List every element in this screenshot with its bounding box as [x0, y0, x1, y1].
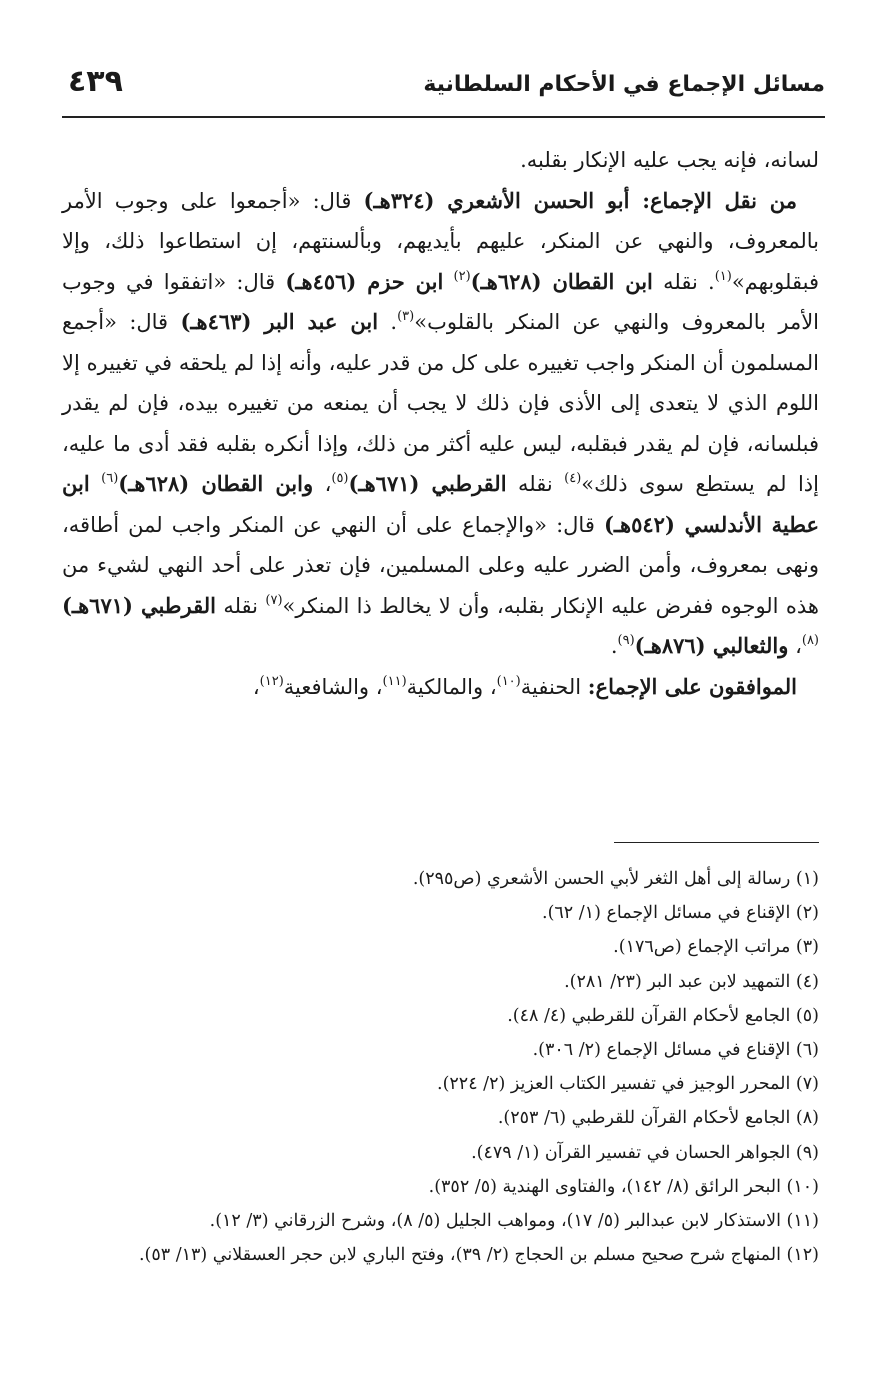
footnote-ref: (٤) [564, 471, 582, 486]
footnote-8: (٨) الجامع لأحكام القرآن للقرطبي (٦/ ٢٥٣). [497, 1108, 819, 1129]
scholar-name: القرطبي (٦٧١هـ) [348, 471, 507, 496]
footnote-ref: (١١) [382, 673, 407, 689]
footnote-ref: (٥) [331, 471, 349, 486]
text-run: ، [788, 634, 802, 658]
text-run: قال: «أجمعوا على وجوب الأمر بالمعروف، والنهي عن المنكر، عليهم بأيديهم، وبألسنتهم، إن استطاعوا ذلك، وإلا فبقلوبهم» [62, 188, 819, 294]
footnote-6: (٦) الإقناع في مسائل الإجماع (٢/ ٣٠٦). [532, 1040, 819, 1061]
footnote-3: (٣) مراتب الإجماع (ص١٧٦). [613, 937, 819, 958]
footnote-ref: (١) [714, 268, 732, 284]
scholar-name: ابن حزم (٤٥٦هـ) [285, 268, 444, 294]
running-title: مسائل الإجماع في الأحكام السلطانية [423, 72, 825, 97]
paragraph-ijma-transmitters [62, 181, 819, 667]
text-run: نقله [215, 593, 266, 618]
footnote-4: (٤) التمهيد لابن عبد البر (٢٣/ ٢٨١). [564, 971, 819, 992]
section-heading-transmitters: من نقل الإجماع: أبو الحسن الأشعري (٣٢٤هـ) [363, 187, 797, 213]
scholar-name: ابن عبد البر (٤٦٣هـ) [180, 309, 379, 334]
text-run: نقله [506, 472, 565, 496]
footnotes [62, 862, 819, 1272]
footnote-2: (٢) الإقناع في مسائل الإجماع (١/ ٦٢). [542, 903, 819, 924]
footnote-ref: (٧) [265, 592, 283, 608]
text-run [443, 270, 453, 294]
section-heading-agreeing: الموافقون على الإجماع: [587, 673, 797, 699]
text-run [90, 472, 101, 496]
paragraph-agreeing-schools [62, 667, 819, 708]
footnote-ref: (٨) [801, 633, 819, 648]
scholar-name: القرطبي (٦٧١هـ) [62, 592, 216, 618]
footnote-ref: (٢) [453, 268, 471, 284]
footnote-ref: (٦) [101, 471, 119, 486]
footnote-1: (١) رسالة إلى أهل الثغر لأبي الحسن الأشعري (ص٢٩٥). [412, 869, 819, 889]
text-run: . [610, 634, 618, 658]
footnote-separator [614, 842, 819, 843]
footnote-9: (٩) الجواهر الحسان في تفسير القرآن (١/ ٤٧٩). [471, 1142, 819, 1163]
text-run: قال: «أجمع المسلمون أن المنكر واجب تغييره على كل من قدر عليه، وأنه إذا لم يلحقه في تغييره إلا اللوم الذي لا يتعدى إلى الأذى فإن ذلك لا يجب أن يمنعه من تغييره بيده، فإن لم يقدر فبلسانه، فإن لم يقدر فبقلبه، ليس عليه أكثر من ذلك، وإذا أنكره بقلبه فقد أدى ما عليه، إذا لم يستطع سوى ذلك» [62, 310, 819, 496]
footnote-ref: (٩) [617, 633, 635, 648]
page-header [62, 64, 825, 118]
text-run: . [378, 310, 398, 334]
footnote-ref: (١٠) [496, 673, 521, 689]
footnote-5: (٥) الجامع لأحكام القرآن للقرطبي (٤/ ٤٨). [507, 1005, 819, 1026]
main-text [62, 140, 819, 707]
text-run: ، والشافعية [283, 674, 383, 699]
text-run: الحنفية [520, 674, 588, 699]
scholar-name: ابن القطان (٦٢٨هـ) [470, 268, 653, 294]
footnote-ref: (٣) [397, 309, 415, 324]
scholar-name: والثعالبي (٨٧٦هـ) [634, 633, 789, 658]
page-number: ٤٣٩ [68, 64, 123, 99]
scholar-name: وابن القطان (٦٢٨هـ) [118, 471, 314, 496]
text-run: قال: «اتفقوا في وجوب الأمر بالمعروف والنهي عن المنكر بالقلوب» [62, 269, 820, 334]
footnote-12: (١٢) المنهاج شرح صحيح مسلم بن الحجاج (٢/ ٣٩)، وفتح الباري لابن حجر العسقلاني (١٣/ ٥٣). [138, 1245, 819, 1266]
paragraph-continuation: لسانه، فإنه يجب عليه الإنكار بقلبه. [520, 148, 819, 172]
footnote-10: (١٠) البحر الرائق (٨/ ١٤٢)، والفتاوى الهندية (٥/ ٣٥٢). [428, 1176, 819, 1197]
footnote-11: (١١) الاستذكار لابن عبدالبر (٥/ ١٧)، ومواهب الجليل (٥/ ٨)، وشرح الزرقاني (٣/ ١٢). [209, 1211, 819, 1232]
text-run: ، والمالكية [406, 674, 497, 699]
footnote-7: (٧) المحرر الوجيز في تفسير الكتاب العزيز (٢/ ٢٢٤). [437, 1074, 819, 1095]
text-run: . نقله [652, 269, 715, 294]
text-run: ، [313, 472, 332, 496]
text-run: قال: «والإجماع على أن النهي عن المنكر واجب لمن أطاقه، ونهى بمعروف، وأمن الضرر عليه وعلى المسلمين، فإن تعذر على أحد النهي لشيء من هذه الوجوه ففرض عليه الإنكار بقلبه، وأن لا يخالط ذا المنكر» [62, 512, 819, 618]
scholar-name: ابن عطية الأندلسي (٥٤٢هـ) [62, 471, 820, 537]
footnote-ref: (١٢) [259, 673, 284, 689]
text-run: ، [252, 674, 260, 699]
